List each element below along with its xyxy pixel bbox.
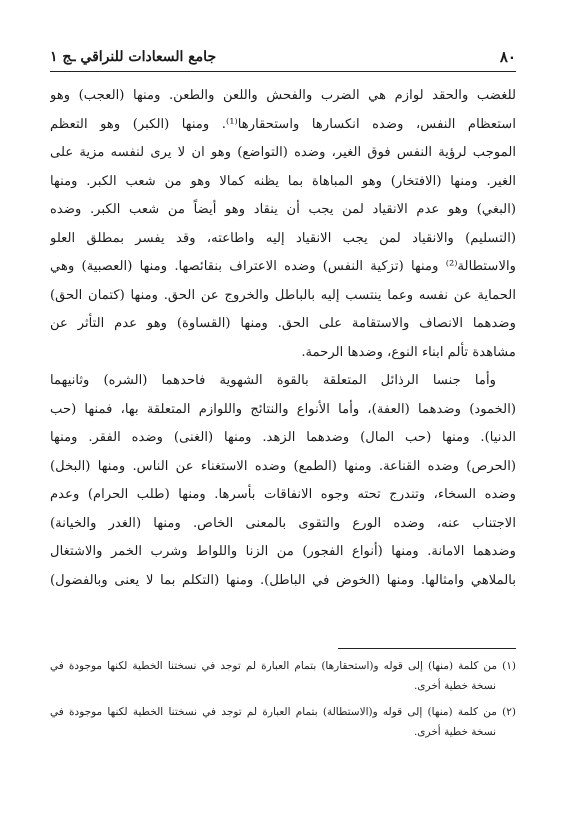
footnote-2-line-2: نسخة خطية أخرى. xyxy=(413,726,496,738)
body-line: وضدهما الامانة. ومنها (أنواع الفجور) من الزنا واللواط وشرب الخمر والاشتغال xyxy=(50,544,516,559)
footnote-1-line-2: نسخة خطية أخرى. xyxy=(413,680,496,692)
header-divider xyxy=(50,71,516,72)
footnote-2-line-1: (٢) من كلمة (منها) إلى قوله و(الاستطالة) بتمام العبارة لم توجد في نسختنا الخطية لكنها موجودة في xyxy=(50,706,516,718)
body-line: (الخمود) وضدهما (العفة)، وأما الأنواع والنتائج واللوازم المتعلقة بها، فمنها (حب xyxy=(50,401,516,417)
body-line: الاجتناب عنه، وضده الورع والتقوى بالمعنى الخاص. ومنها (الغدر والخيانة) xyxy=(50,515,516,531)
body-line: (التسليم) والانقياد لمن يجب الانقياد إليه واطاعته، وقد يفسر بمطلق العلو xyxy=(50,230,516,246)
footnotes xyxy=(50,656,516,742)
body-line: للغضب والحقد لوازم هي الضرب والفحش واللعن والطعن. ومنها (العجب) وهو xyxy=(50,88,516,103)
body-line: الموجب لرؤية النفس فوق الغير، وضده (التواضع) وهو ان لا يرى لنفسه مزية على xyxy=(50,145,516,160)
page-header xyxy=(50,44,516,70)
body-line: وضدهما الانصاف والاستقامة على الحق. ومنها (القساوة) وهو عدم التأثر عن xyxy=(50,316,516,331)
body-line: الدنيا). ومنها (حب المال) وضدهما الزهد. ومنها (الغنى) وضده الفقر. ومنها xyxy=(50,430,516,445)
paragraph-start-line: وأما جنسا الرذائل المتعلقة بالقوة الشهوية فاحدهما (الشره) وثانيهما xyxy=(50,373,496,388)
running-title: جامع السعادات للنراقي ـج ١ xyxy=(50,49,217,65)
body-line: والاستطالة⁽²⁾ ومنها (تزكية النفس) وضده الاعتراف بنقائصها. ومنها (العصبية) وهي xyxy=(50,259,516,274)
paragraph-end-line: مشاهدة تألم ابناء النوع، وضدها الرحمة. xyxy=(301,344,516,360)
footnote-divider xyxy=(338,648,516,649)
body-line: (البغي) وهو عدم الانقياد لمن يجب أن ينقاد وهو أيضاً من شعب الكبر. وضده xyxy=(50,202,516,217)
body-line: بالملاهي وامثالها. ومنها (الخوض في الباطل). ومنها (التكلم بما لا يعنى وبالفضول) xyxy=(50,572,516,588)
footnote-1-line-1: (١) من كلمة (منها) إلى قوله و(استحقارها) بتمام العبارة لم توجد في نسختنا الخطية لكنها موجودة في xyxy=(50,660,516,672)
body-text xyxy=(50,82,516,595)
page-number: ٨٠ xyxy=(499,48,516,66)
body-line: وضده السخاء، وتندرج تحته وجوه الانفاقات بأسرها. ومنها (طلب الحرام) وعدم xyxy=(50,487,516,502)
body-line: استعظام النفس، وضده انكسارها واستحقارها⁽¹⁾. ومنها (الكبر) وهو التعظم xyxy=(50,116,516,132)
body-line: (الحرص) وضده القناعة. ومنها (الطمع) وضده الاستغناء عن الناس. ومنها (البخل) xyxy=(50,458,516,474)
body-line: الحماية عن نفسه وعما ينتسب إليه بالباطل والخروج عن الحق. ومنها (كتمان الحق) xyxy=(50,287,516,303)
body-line: الغير. ومنها (الافتخار) وهو المباهاة بما يظنه كمالا وهو من شعب الكبر. ومنها xyxy=(50,173,516,189)
